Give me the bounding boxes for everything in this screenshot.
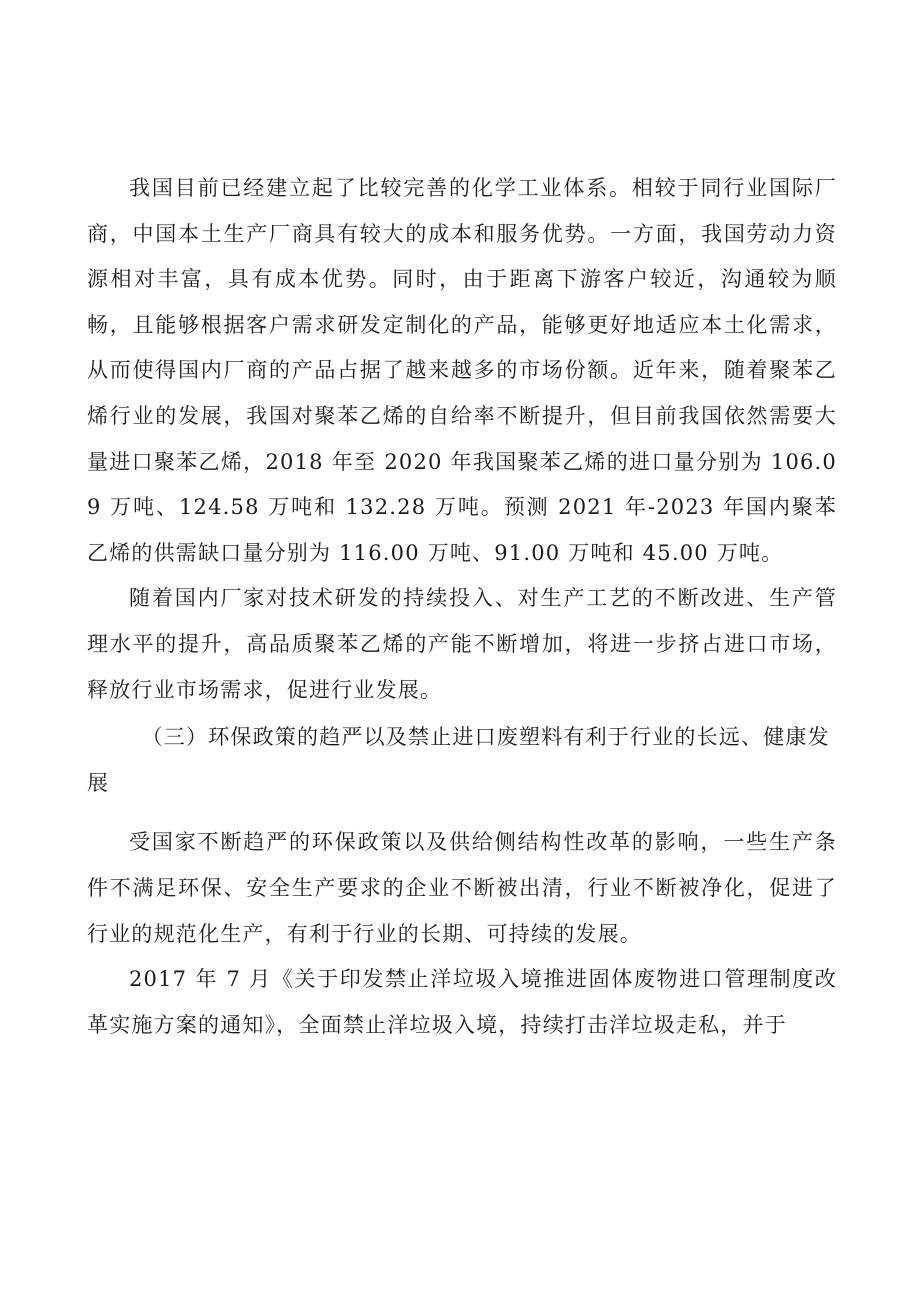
document-body [87,166,837,1048]
paragraph-domestic-advantage: 我国目前已经建立起了比较完善的化学工业体系。相较于同行业国际厂商，中国本土生产厂商具有较大的成本和服务优势。一方面，我国劳动力资源相对丰富，具有成本优势。同时，由于距离下游客户较近，沟通较为顺畅，且能够根据客户需求研发定制化的产品，能够更好地适应本土化需求，从而使得国内厂商的产品占据了越来越多的市场份额。近年来，随着聚苯乙烯行业的发展，我国对聚苯乙烯的自给率不断提升，但目前我国依然需要大量进口聚苯乙烯，2018 年至 2020 年我国聚苯乙烯的进口量分别为 106.09 万吨、124.58 万吨和 132.28 万吨。预测 2021 年-2023 年国内聚苯乙烯的供需缺口量分别为 116.00 万吨、91.00 万吨和 45.00 万吨。 [87,176,837,565]
paragraph-waste-ban-notice: 2017 年 7 月《关于印发禁止洋垃圾入境推进固体废物进口管理制度改革实施方案的通知》，全面禁止洋垃圾入境，持续打击洋垃圾走私，并于 [87,967,837,1037]
section-heading: （三）环保政策的趋严以及禁止进口废塑料有利于行业的长远、健康发展 [87,725,830,795]
paragraph-environmental-policy: 受国家不断趋严的环保政策以及供给侧结构性改革的影响，一些生产条件不满足环保、安全生产要求的企业不断被出清，行业不断被净化，促进了行业的规范化生产，有利于行业的长期、可持续的发展。 [87,830,837,946]
paragraph-capacity-growth: 随着国内厂家对技术研发的持续投入、对生产工艺的不断改进、生产管理水平的提升，高品质聚苯乙烯的产能不断增加，将进一步挤占进口市场，释放行业市场需求，促进行业发展。 [87,586,837,702]
